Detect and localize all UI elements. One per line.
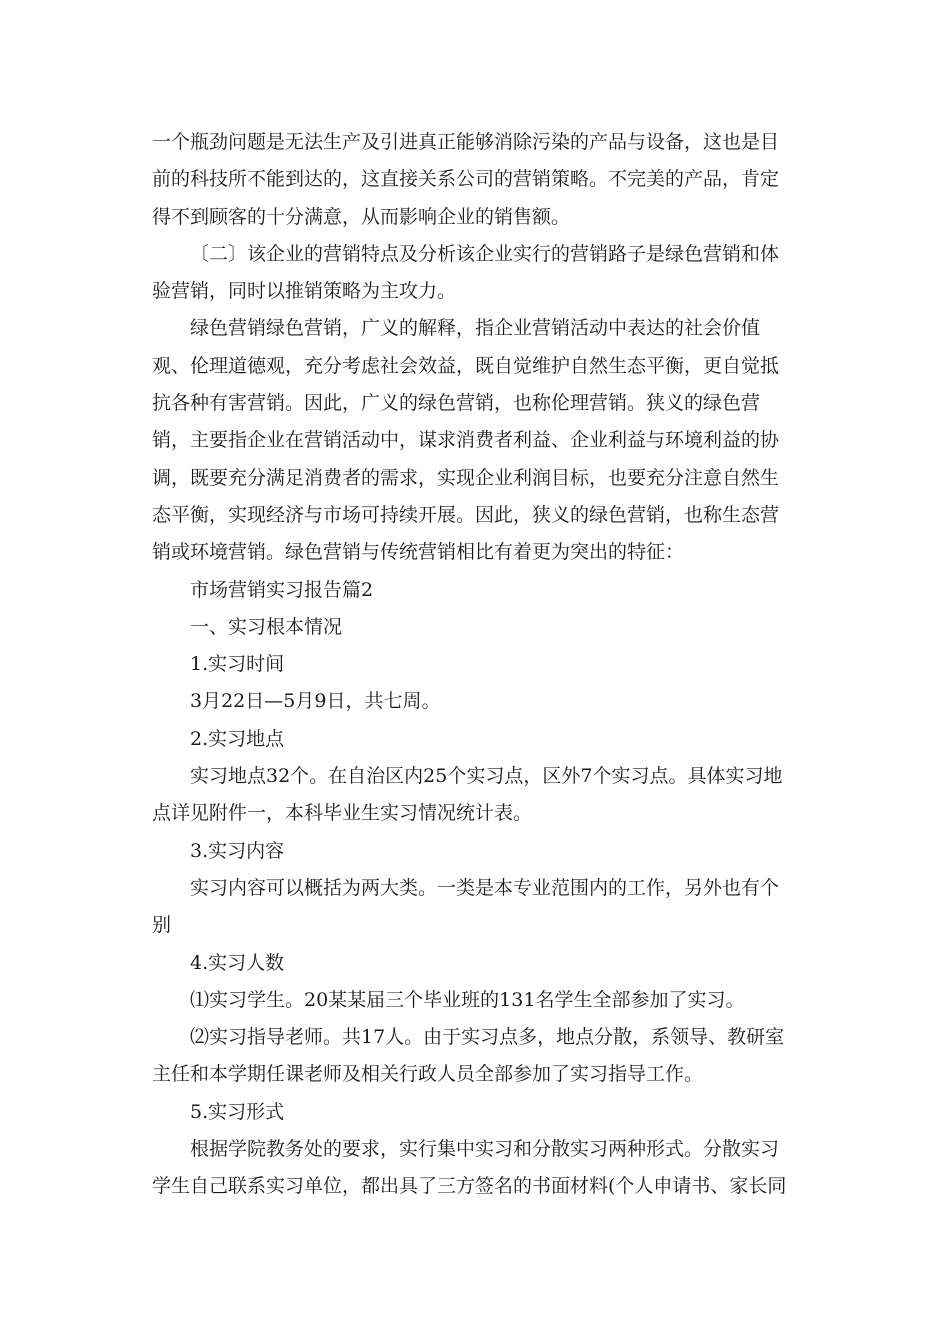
- text-line: 别: [152, 914, 172, 937]
- text-line: 前的科技所不能到达的，这直接关系公司的营销策略。不完美的产品，肯定: [152, 168, 780, 191]
- text-line: ⑵实习指导老师。共17人。由于实习点多，地点分散，系领导、教研室: [190, 1026, 785, 1049]
- text-line: 根据学院教务处的要求，实行集中实习和分散实习两种形式。分散实习: [190, 1138, 780, 1161]
- text-line: 主任和本学期任课老师及相关行政人员全部参加了实习指导工作。: [152, 1063, 704, 1086]
- text-line: 实习地点32个。在自治区内25个实习点，区外7个实习点。具体实习地: [190, 765, 783, 788]
- text-line: 3月22日—5月9日，共七周。: [190, 690, 441, 713]
- text-line: 1.实习时间: [190, 653, 285, 676]
- text-line: 一个瓶劲问题是无法生产及引进真正能够消除污染的产品与设备，这也是目: [152, 131, 780, 153]
- text-line: 点详见附件一，本科毕业生实习情况统计表。: [152, 802, 533, 825]
- text-line: 绿色营销绿色营销，广义的解释，指企业营销活动中表达的社会价值: [190, 317, 761, 340]
- text-line: ⑴实习学生。20某某届三个毕业班的131名学生全部参加了实习。: [190, 988, 745, 1011]
- text-line: 〔二〕该企业的营销特点及分析该企业实行的营销路子是绿色营销和体: [190, 242, 780, 265]
- document-body: [152, 124, 812, 1206]
- text-line: 实习内容可以概括为两大类。一类是本专业范围内的工作，另外也有个: [190, 876, 780, 899]
- text-line: 验营销，同时以推销策略为主攻力。: [152, 280, 457, 303]
- text-line: 4.实习人数: [190, 951, 285, 974]
- text-line: 3.实习内容: [190, 839, 285, 862]
- text-line: 销或环境营销。绿色营销与传统营销相比有着更为突出的特征：: [152, 541, 685, 564]
- text-line: 销，主要指企业在营销活动中，谋求消费者利益、企业利益与环境利益的协: [152, 429, 780, 452]
- text-line: 学生自己联系实习单位，都出具了三方签名的书面材料(个人申请书、家长同: [152, 1175, 787, 1198]
- text-line: 抗各种有害营销。因此，广义的绿色营销，也称伦理营销。狭义的绿色营: [152, 392, 761, 415]
- text-line: 5.实习形式: [190, 1100, 285, 1123]
- text-line: 调，既要充分满足消费者的需求，实现企业利润目标，也要充分注意自然生: [152, 466, 780, 489]
- text-line: 一、实习根本情况: [190, 615, 343, 638]
- text-line: 态平衡，实现经济与市场可持续开展。因此，狭义的绿色营销，也称生态营: [152, 503, 780, 526]
- text-line: 2.实习地点: [190, 727, 285, 750]
- text-line: 得不到顾客的十分满意，从而影响企业的销售额。: [152, 205, 571, 228]
- text-line: 市场营销实习报告篇2: [190, 578, 374, 601]
- text-line: 观、伦理道德观，充分考虑社会效益，既自觉维护自然生态平衡，更自觉抵: [152, 354, 780, 377]
